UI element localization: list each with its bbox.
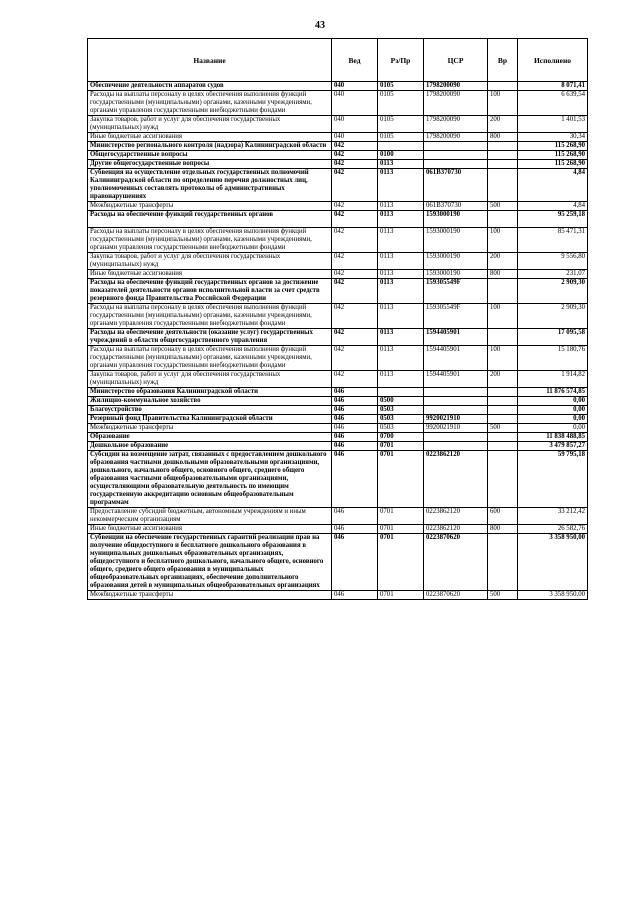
cell-csr [424,151,488,160]
cell-vr [488,279,518,304]
table-row [88,279,588,304]
cell-vr: 500 [488,424,518,433]
cell-name: Межбюджетные трансферты [88,591,332,600]
cell-vr [488,442,518,451]
cell-executed: 6 639,54 [518,91,588,116]
cell-executed: 3 479 857,27 [518,442,588,451]
cell-executed: 11 838 488,85 [518,433,588,442]
cell-name: Расходы на обеспечение функций государственных органов [88,211,332,228]
cell-rzpr: 0113 [378,346,424,371]
cell-ved: 040 [332,91,378,116]
cell-name: Расходы на выплаты персоналу в целях обеспечения выполнения функций государственными (муниципальными) органами, казенными учреждениями, органами управления государственными внебюджетными фондами [88,228,332,253]
table-row [88,253,588,270]
cell-executed: 85 471,31 [518,228,588,253]
cell-name: Межбюджетные трансферты [88,424,332,433]
cell-csr: 9920021910 [424,424,488,433]
cell-executed: 231,07 [518,270,588,279]
cell-name: Резервный фонд Правительства Калининградской области [88,415,332,424]
cell-name: Другие общегосударственные вопросы [88,160,332,169]
table-row [88,397,588,406]
cell-ved: 046 [332,534,378,591]
cell-vr [488,388,518,397]
cell-rzpr: 0105 [378,91,424,116]
header-name: Название [88,39,332,82]
cell-name: Жилищно-коммунальное хозяйство [88,397,332,406]
cell-rzpr: 0113 [378,279,424,304]
cell-ved: 042 [332,202,378,211]
cell-vr [488,415,518,424]
cell-ved: 042 [332,160,378,169]
cell-rzpr: 0701 [378,508,424,525]
cell-ved: 042 [332,279,378,304]
cell-rzpr: 0113 [378,371,424,388]
cell-vr [488,397,518,406]
table-row [88,116,588,133]
cell-executed: 4,84 [518,202,588,211]
cell-rzpr: 0701 [378,442,424,451]
table-row [88,415,588,424]
cell-executed: 2 909,30 [518,304,588,329]
cell-csr: 1594405901 [424,346,488,371]
header-csr: ЦСР [424,39,488,82]
cell-name: Дошкольное образование [88,442,332,451]
cell-rzpr: 0113 [378,253,424,270]
cell-name: Закупка товаров, работ и услуг для обеспечения государственных (муниципальных) нужд [88,253,332,270]
cell-vr: 200 [488,253,518,270]
cell-rzpr [378,388,424,397]
header-rzpr: Рз/Пр [378,39,424,82]
cell-executed: 1 401,53 [518,116,588,133]
cell-rzpr: 0113 [378,211,424,228]
cell-ved: 046 [332,415,378,424]
cell-csr: 0223862120 [424,508,488,525]
cell-name: Общегосударственные вопросы [88,151,332,160]
cell-executed: 17 095,58 [518,329,588,346]
cell-executed: 4,84 [518,169,588,202]
cell-name: Субсидии на возмещение затрат, связанных с предоставлением дошкольного образования частными дошкольными образовательными организациями, дошкольного, начального общего, основного общего, среднего общего образования частными общеобразовательными организациями, осуществляющими образовательную деятельность по имеющим государственную аккредитацию основным общеобразовательным программам [88,451,332,508]
cell-vr [488,534,518,591]
cell-name: Обеспечение деятельности аппаратов судов [88,82,332,91]
cell-name: Расходы на обеспечение деятельности (оказание услуг) государственных учреждений в области общегосударственного управления [88,329,332,346]
cell-rzpr: 0701 [378,591,424,600]
cell-ved: 046 [332,424,378,433]
cell-executed: 115 268,90 [518,160,588,169]
cell-csr: 1798200090 [424,82,488,91]
cell-ved: 042 [332,329,378,346]
cell-rzpr: 0105 [378,116,424,133]
table-row [88,228,588,253]
cell-vr [488,433,518,442]
cell-vr [488,151,518,160]
table-row [88,270,588,279]
cell-rzpr: 0105 [378,133,424,142]
cell-vr [488,142,518,151]
cell-csr: 061В370730 [424,202,488,211]
cell-vr: 100 [488,346,518,371]
cell-executed: 0,00 [518,406,588,415]
cell-ved: 046 [332,406,378,415]
cell-rzpr: 0503 [378,424,424,433]
cell-executed: 1 914,82 [518,371,588,388]
table-row [88,91,588,116]
cell-ved: 046 [332,388,378,397]
cell-executed: 115 268,90 [518,142,588,151]
cell-rzpr: 0113 [378,329,424,346]
table-row [88,442,588,451]
cell-executed: 59 795,18 [518,451,588,508]
cell-rzpr: 0113 [378,202,424,211]
cell-executed: 0,00 [518,415,588,424]
cell-csr: 1798200090 [424,116,488,133]
cell-csr [424,388,488,397]
table-row [88,151,588,160]
cell-csr: 1594405901 [424,329,488,346]
cell-executed: 11 876 574,85 [518,388,588,397]
cell-csr: 1593000190 [424,228,488,253]
cell-vr: 100 [488,91,518,116]
cell-name: Субвенции на обеспечение государственных гарантий реализации прав на получение общедоступного и бесплатного дошкольного образования в муниципальных дошкольных образовательных организациях, общедоступного и бесплатного дошкольного, начального общего, основного общего, среднего общего образования в муниципальных общеобразовательных организациях, обеспечение дополнительного образования детей в муниципальных общеобразовательных организациях [88,534,332,591]
cell-name: Министерство образования Калининградской области [88,388,332,397]
table-header-row [88,39,588,82]
cell-name: Образование [88,433,332,442]
cell-ved: 046 [332,442,378,451]
cell-vr: 200 [488,371,518,388]
cell-csr [424,406,488,415]
cell-ved: 040 [332,82,378,91]
cell-rzpr: 0701 [378,525,424,534]
header-vr: Вр [488,39,518,82]
cell-csr: 159305549F [424,304,488,329]
cell-rzpr: 0113 [378,304,424,329]
cell-executed: 15 180,76 [518,346,588,371]
table-row [88,424,588,433]
cell-name: Закупка товаров, работ и услуг для обеспечения государственных (муниципальных) нужд [88,116,332,133]
cell-rzpr: 0105 [378,82,424,91]
cell-rzpr: 0113 [378,228,424,253]
cell-name: Иные бюджетные ассигнования [88,525,332,534]
cell-vr [488,82,518,91]
cell-ved: 046 [332,433,378,442]
cell-vr: 800 [488,525,518,534]
cell-rzpr: 0700 [378,433,424,442]
cell-ved: 042 [332,151,378,160]
cell-executed: 3 358 950,00 [518,534,588,591]
cell-rzpr: 0113 [378,169,424,202]
table-row [88,133,588,142]
cell-ved: 046 [332,591,378,600]
table-row [88,371,588,388]
cell-csr [424,442,488,451]
cell-csr: 159305549F [424,279,488,304]
cell-executed: 30,34 [518,133,588,142]
cell-ved: 042 [332,371,378,388]
cell-name: Благоустройство [88,406,332,415]
cell-csr [424,397,488,406]
cell-ved: 042 [332,228,378,253]
cell-rzpr: 0701 [378,451,424,508]
cell-vr [488,160,518,169]
cell-name: Министерство регионального контроля (надзора) Калининградской области [88,142,332,151]
cell-vr [488,451,518,508]
cell-rzpr [378,142,424,151]
cell-rzpr: 0500 [378,397,424,406]
cell-name: Иные бюджетные ассигнования [88,270,332,279]
cell-ved: 046 [332,525,378,534]
cell-vr [488,169,518,202]
cell-csr: 1798200090 [424,91,488,116]
cell-executed: 26 582,76 [518,525,588,534]
cell-csr: 1594405901 [424,371,488,388]
cell-vr: 600 [488,508,518,525]
cell-name: Расходы на выплаты персоналу в целях обеспечения выполнения функций государственными (муниципальными) органами, казенными учреждениями, органами управления государственными внебюджетными фондами [88,346,332,371]
table-row [88,388,588,397]
cell-executed: 0,00 [518,397,588,406]
table-row [88,142,588,151]
cell-csr: 0223862120 [424,451,488,508]
cell-name: Иные бюджетные ассигнования [88,133,332,142]
table-row [88,329,588,346]
cell-executed: 95 259,18 [518,211,588,228]
cell-vr: 800 [488,270,518,279]
cell-ved: 040 [332,133,378,142]
cell-name: Закупка товаров, работ и услуг для обеспечения государственных (муниципальных) нужд [88,371,332,388]
cell-executed: 2 909,30 [518,279,588,304]
cell-csr: 0223862120 [424,525,488,534]
cell-executed: 9 556,80 [518,253,588,270]
cell-vr: 500 [488,202,518,211]
cell-executed: 0,00 [518,424,588,433]
cell-rzpr: 0113 [378,270,424,279]
cell-ved: 042 [332,270,378,279]
table-row [88,508,588,525]
cell-csr: 0223870620 [424,591,488,600]
cell-rzpr: 0100 [378,151,424,160]
expenditure-table [87,38,588,600]
cell-ved: 042 [332,142,378,151]
cell-name: Расходы на обеспечение функций государственных органов за достижение показателей деятельности органов исполнительной власти за счет средств резервного фонда Правительства Российской Федерации [88,279,332,304]
cell-csr: 1593000190 [424,270,488,279]
cell-csr: 1798200090 [424,133,488,142]
table-row [88,211,588,228]
cell-ved: 042 [332,169,378,202]
cell-ved: 042 [332,211,378,228]
header-ved: Вед [332,39,378,82]
cell-name: Межбюджетные трансферты [88,202,332,211]
table-row [88,406,588,415]
cell-name: Предоставление субсидий бюджетным, автономным учреждениям и иным некоммерческим организациям [88,508,332,525]
table-row [88,451,588,508]
cell-csr [424,433,488,442]
cell-ved: 042 [332,304,378,329]
cell-executed: 33 212,42 [518,508,588,525]
page-number: 43 [315,20,325,31]
cell-ved: 040 [332,116,378,133]
cell-csr: 9920021910 [424,415,488,424]
cell-name: Расходы на выплаты персоналу в целях обеспечения выполнения функций государственными (муниципальными) органами, казенными учреждениями, органами управления государственными внебюджетными фондами [88,304,332,329]
table-row [88,346,588,371]
cell-ved: 046 [332,451,378,508]
cell-ved: 046 [332,397,378,406]
cell-csr: 0223870620 [424,534,488,591]
cell-vr [488,329,518,346]
cell-ved: 042 [332,346,378,371]
header-executed: Исполнено [518,39,588,82]
cell-vr: 100 [488,228,518,253]
cell-rzpr: 0503 [378,415,424,424]
table-body [88,82,588,600]
cell-vr: 800 [488,133,518,142]
table-row [88,160,588,169]
cell-vr [488,406,518,415]
table-row [88,202,588,211]
cell-vr: 100 [488,304,518,329]
cell-rzpr: 0701 [378,534,424,591]
cell-executed: 3 358 950,00 [518,591,588,600]
cell-ved: 046 [332,508,378,525]
cell-ved: 042 [332,253,378,270]
cell-csr [424,160,488,169]
cell-name: Субвенция на осуществление отдельных государственных полномочий Калининградской области по определению перечня должностных лиц, уполномоченных составлять протоколы об административных правонарушениях [88,169,332,202]
table-row [88,525,588,534]
cell-executed: 115 268,90 [518,151,588,160]
table-row [88,433,588,442]
cell-executed: 8 071,41 [518,82,588,91]
cell-csr: 1593000190 [424,211,488,228]
table-row [88,534,588,591]
cell-vr [488,211,518,228]
cell-rzpr: 0113 [378,160,424,169]
table-row [88,591,588,600]
cell-csr: 061В370730 [424,169,488,202]
cell-name: Расходы на выплаты персоналу в целях обеспечения выполнения функций государственными (муниципальными) органами, казенными учреждениями, органами управления государственными внебюджетными фондами [88,91,332,116]
cell-csr [424,142,488,151]
cell-rzpr: 0503 [378,406,424,415]
table-row [88,169,588,202]
cell-vr: 500 [488,591,518,600]
table-row [88,82,588,91]
cell-vr: 200 [488,116,518,133]
cell-csr: 1593000190 [424,253,488,270]
table-row [88,304,588,329]
